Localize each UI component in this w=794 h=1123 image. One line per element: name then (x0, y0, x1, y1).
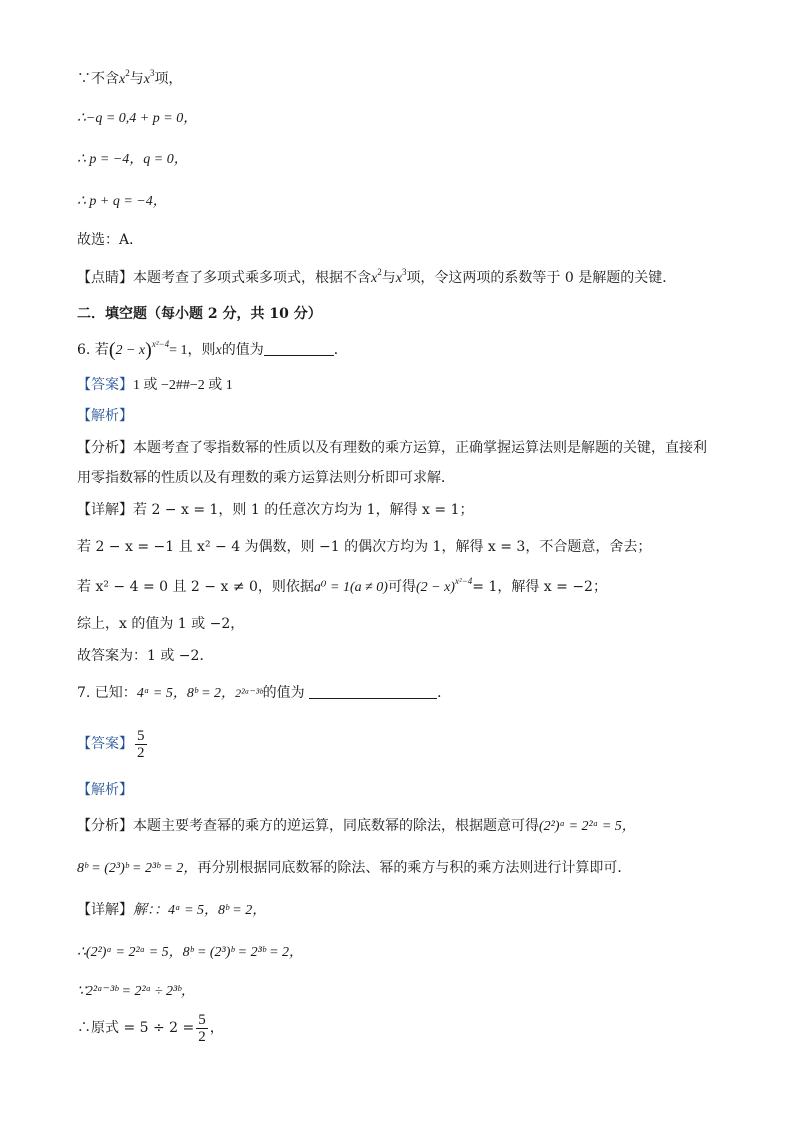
text: ∵不含 (77, 71, 119, 87)
math-expression: 8ᵇ = (2³)ᵇ = 2³ᵇ = 2， (77, 861, 198, 876)
q6-detail-line-3 (77, 577, 607, 598)
text: 本题主要考查幂的乘方的逆运算，同底数幂的除法，根据题意可得 (133, 818, 539, 834)
q7-analysis-line-1 (77, 816, 636, 837)
paren-close: ) (145, 339, 152, 361)
key-point-line (77, 268, 676, 289)
text: 若 x² − 4 = 0 且 2 − x ≠ 0，则依据 (77, 579, 314, 595)
analysis-tag: 【分析】 (77, 818, 133, 834)
key-point-tag: 【点睛】 (77, 270, 133, 286)
text: 本题考查了零指数幂的性质以及有理数的乘方运算，正确掌握运算法则是解题的关键，直接利 (133, 440, 707, 456)
text: 与 (129, 71, 144, 87)
text: ． (437, 685, 452, 701)
question-number: 6. 若 (77, 342, 109, 358)
text: ∴原式 = 5 ÷ 2 = (77, 1020, 195, 1036)
solution-line-choice: 故选：A． (77, 232, 144, 248)
text: = 1，解得 x = −2； (472, 579, 607, 595)
detail-tag: 【详解】 (77, 902, 133, 918)
q6-detail-line-1 (77, 500, 473, 520)
q6-summary: 综上，x 的值为 1 或 −2， (77, 616, 245, 632)
text: = 1，则 (169, 343, 216, 358)
q7-detail-line-3: ∵2²ᵃ⁻³ᵇ = 2²ᵃ ÷ 2³ᵇ， (77, 984, 195, 999)
math-var: x (215, 343, 222, 358)
fraction-denominator: 2 (198, 1028, 206, 1045)
q6-detail-line-2: 若 2 − x = −1 且 x² − 4 为偶数，则 −1 的偶次方均为 1，解得 x = 3，不合题意，舍去； (77, 539, 652, 555)
text: 本题考查了多项式乘多项式，根据不含 (133, 270, 371, 286)
exponent: 3 (149, 68, 155, 78)
q6-analysis-line-2: 用零指数幂的性质以及有理数的乘方运算法则分析即可求解． (77, 470, 455, 486)
math-expression: (2 − x) (415, 580, 455, 595)
math-var: x (395, 271, 402, 286)
paren-open: ( (108, 339, 116, 361)
answer-blank (309, 684, 437, 699)
question-7 (77, 683, 451, 704)
solution-line-sum: ∴ p + q = −4， (77, 194, 167, 209)
solution-line-values: ∴ p = −4，q = 0， (77, 152, 188, 167)
text: 可得 (387, 579, 416, 595)
text: ． (333, 342, 348, 358)
base-expression: 2 − x (115, 343, 146, 358)
exponent: 2 (377, 267, 382, 277)
answer-value: 1 或 −2##−2 或 1 (133, 378, 233, 393)
q7-jiexi-tag: 【解析】 (77, 782, 133, 798)
math-expression: 2²ᵃ⁻³ᵇ (235, 686, 263, 700)
q7-analysis-line-2 (77, 858, 631, 879)
q6-analysis-line-1 (77, 438, 707, 458)
q7-detail-line-4 (77, 1010, 224, 1046)
math-expression: (2²)ᵃ = 2²ᵃ = 5， (539, 819, 636, 834)
given-values: 4ᵃ = 5，8ᵇ = 2， (136, 686, 236, 701)
exponent: 2 (125, 68, 130, 78)
text: 若 2 − x = 1，则 1 的任意次方均为 1，解得 x = 1； (133, 502, 474, 518)
solution-line-condition (77, 69, 182, 90)
answer-blank (264, 341, 334, 356)
analysis-tag: 【分析】 (77, 440, 133, 456)
text: 项，令这两项的系数等于 0 是解题的关键． (406, 270, 677, 286)
detail-tag: 【详解】 (77, 502, 133, 518)
exponent: x²−4 (151, 339, 170, 349)
text: 与 (381, 270, 396, 286)
math-expression: a⁰ = 1(a ≠ 0) (313, 580, 388, 595)
answer-tag: 【答案】 (77, 377, 133, 393)
section-heading: 二．填空题（每小题 2 分，共 10 分） (77, 306, 322, 322)
solution-line-equations: ∴−q = 0,4 + p = 0， (77, 111, 198, 126)
fraction-denominator: 2 (137, 744, 145, 761)
text: 的值为 (262, 685, 305, 701)
question-6 (77, 340, 348, 361)
math-var: x (371, 271, 378, 286)
q6-answer-line (77, 375, 233, 396)
fraction-numerator: 5 (137, 727, 145, 744)
math-var: x (143, 72, 150, 87)
q7-detail-line-1 (77, 900, 266, 921)
q7-answer-line (77, 726, 149, 762)
math-var: x (119, 72, 126, 87)
text: ， (209, 1020, 224, 1036)
answer-fraction (135, 728, 147, 761)
answer-tag: 【答案】 (77, 736, 133, 752)
exponent: x²−4 (454, 576, 473, 586)
text: 项， (154, 71, 183, 87)
math-expression: 解：：4ᵃ = 5，8ᵇ = 2， (133, 903, 267, 918)
fraction-numerator: 5 (198, 1011, 206, 1028)
result-fraction (196, 1012, 208, 1045)
q6-jiexi-tag: 【解析】 (77, 408, 133, 424)
q7-detail-line-2: ∴(2²)ᵃ = 2²ᵃ = 5，8ᵇ = (2³)ᵇ = 2³ᵇ = 2， (77, 945, 304, 960)
exponent: 3 (401, 267, 407, 277)
text: 的值为 (221, 342, 264, 358)
text: 再分别根据同底数幂的除法、幂的乘方与积的乘方法则进行计算即可． (197, 860, 632, 876)
question-number: 7. 已知： (77, 685, 137, 701)
q6-final: 故答案为：1 或 −2． (77, 648, 214, 664)
